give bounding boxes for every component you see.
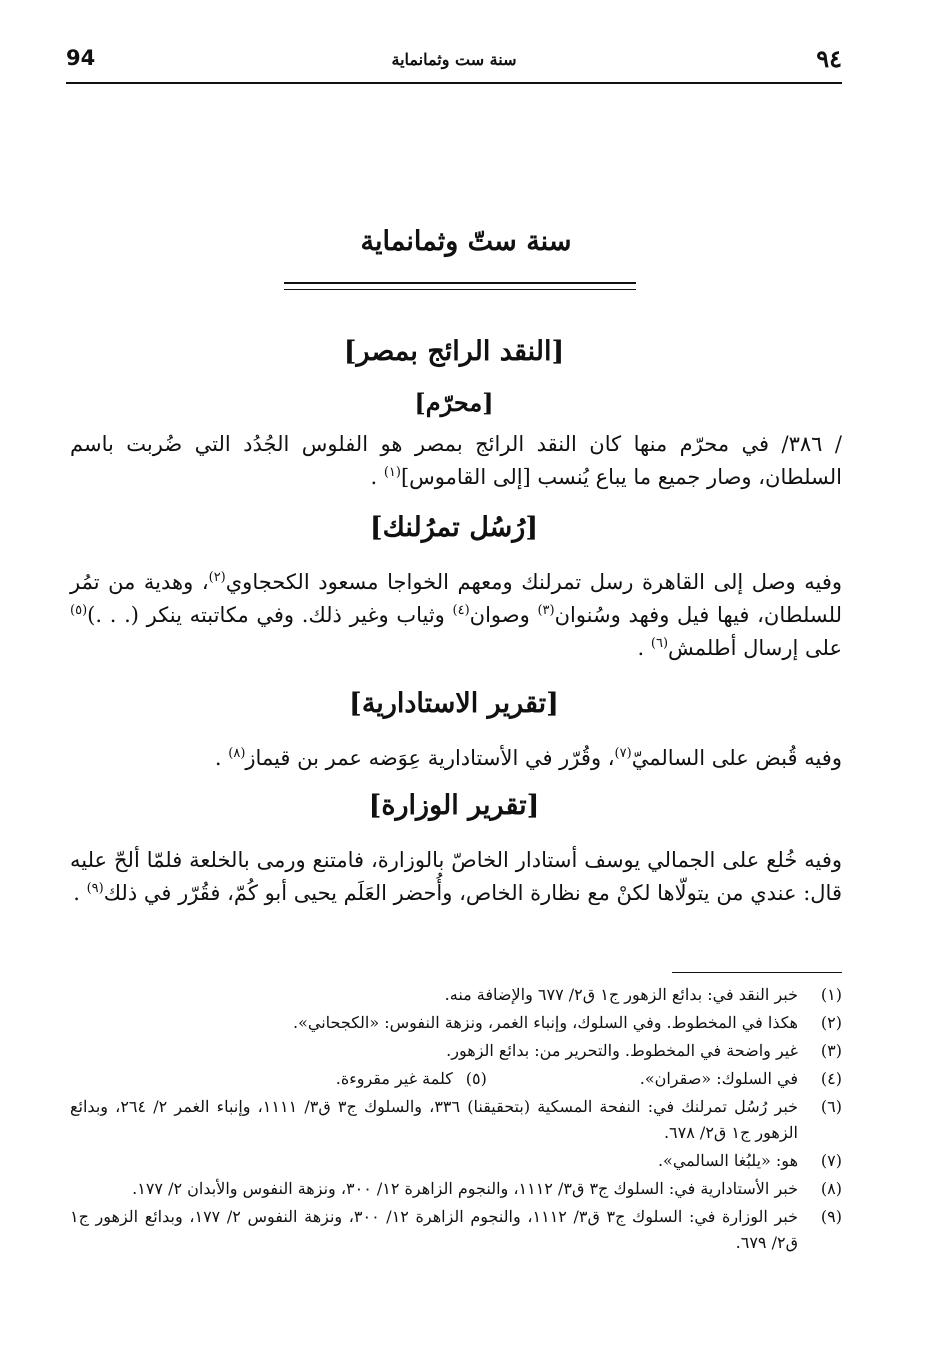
footnote-ref: (٩) <box>86 881 104 896</box>
title-double-rule <box>284 282 636 290</box>
section-subheading-muharram: [محرّم] <box>414 388 494 417</box>
section-heading-envoys: [رُسُل تمرُلنك] <box>369 512 539 543</box>
page-number-latin: 94 <box>66 46 96 70</box>
footnote-ref: (٢) <box>208 570 226 585</box>
footnote: (٩) خبر الوزارة في: السلوك ج٣ ق٣/ ١١١٢، والنجوم الزاهرة ١٢/ ٣٠٠، ونزهة النفوس ٢/ ١٧٧، وبدائع الزهور ج١ ق٢/ ٦٧٩. <box>70 1207 842 1252</box>
paragraph-ustadariya: وفيه قُبض على السالميّ$^{(٧)}$، وقُرّر في الأستادارية عِوَضه عمر بن قيماز$^{(٨)}$ . <box>214 746 842 770</box>
footnote-separator <box>672 972 842 973</box>
header-rule <box>66 82 842 84</box>
section-heading-vizierate: [تقرير الوزارة] <box>368 790 540 821</box>
footnote: (٢) هكذا في المخطوط. وفي السلوك، وإنباء الغمر، ونزهة النفوس: «الكجحاني». <box>293 1013 842 1032</box>
footnote-pair: (٤) في السلوك: «صقران». (٥) كلمة غير مقروءة. <box>335 1069 842 1088</box>
footnote: (٦) خبر رُسُل تمرلنك في: النفحة المسكية (بتحقيقنا) ٣٣٦، والسلوك ج٣ ق٣/ ١١١١، وإنباء الغمر ٢/ ٢٦٤، وبدائع الزهور ج١ ق٢/ ٦٧٨. <box>70 1097 842 1142</box>
paragraph-vizierate: وفيه خُلع على الجمالي يوسف أستادار الخاصّ بالوزارة، فامتنع ورمى بالخلعة فلمّا ألحّ عليه قال: عندي من يتولّاها لكنْ مع نظارة الخاص، وأُحضر العَلَم يحيى أبو كُمّ، فقُرّر في ذلك$^{(٩)}$ . <box>70 848 842 905</box>
footnote-ref: (٧) <box>614 746 632 761</box>
footnote-ref: (٥) <box>70 603 88 618</box>
footnotes <box>70 982 842 1258</box>
footnote: (٨) خبر الأستادارية في: السلوك ج٣ ق٣/ ١١١٢، والنجوم الزاهرة ١٢/ ٣٠٠، ونزهة النفوس والأبدان ٢/ ١٧٧. <box>132 1179 842 1198</box>
footnote: (٧) هو: «يلبُغا السالمي». <box>657 1151 842 1170</box>
footnote-ref: (٦) <box>650 636 669 651</box>
paragraph-currency: / ٣٨٦/ في محرّم منها كان النقد الرائج بمصر هو الفلوس الجُدُد التي ضُربت باسم السلطان، وصار جميع ما يباع يُنسب [إلى القاموس]$^{(١)}$ . <box>70 432 842 489</box>
footnote-ref: (٣) <box>537 603 555 618</box>
footnote-ref: (٨) <box>228 746 246 761</box>
footnote-ref: (١) <box>383 465 401 480</box>
paragraph-envoys: وفيه وصل إلى القاهرة رسل تمرلنك ومعهم الخواجا مسعود الكحجاوي$^{(٢)}$، وهدية من تمُر للسلطان، فيها فيل وفهد وسُنوان$^{(٣)}$ وصوان$^{(٤)}$ وثياب وغير ذلك. وفي مكاتبته ينكر (. . .)$^{(٥)}$ على إرسال أطلمش$^{(٦)}$ . <box>70 570 842 660</box>
running-title: سنة ست وثمانماية <box>391 50 517 69</box>
section-heading-currency: [النقد الرائج بمصر] <box>343 336 565 367</box>
footnote-ref: (٤) <box>452 603 470 618</box>
footnote: (٣) غير واضحة في المخطوط. والتحرير من: بدائع الزهور. <box>446 1041 842 1060</box>
year-title: سنة ستّ وثمانماية <box>360 226 572 257</box>
page-number-arabic: ٩٤ <box>816 44 842 73</box>
running-header <box>66 44 842 80</box>
footnote: (١) خبر النقد في: بدائع الزهور ج١ ق٢/ ٦٧٧ والإضافة منه. <box>444 985 842 1004</box>
section-heading-ustadariya: [تقرير الاستادارية] <box>349 688 559 719</box>
